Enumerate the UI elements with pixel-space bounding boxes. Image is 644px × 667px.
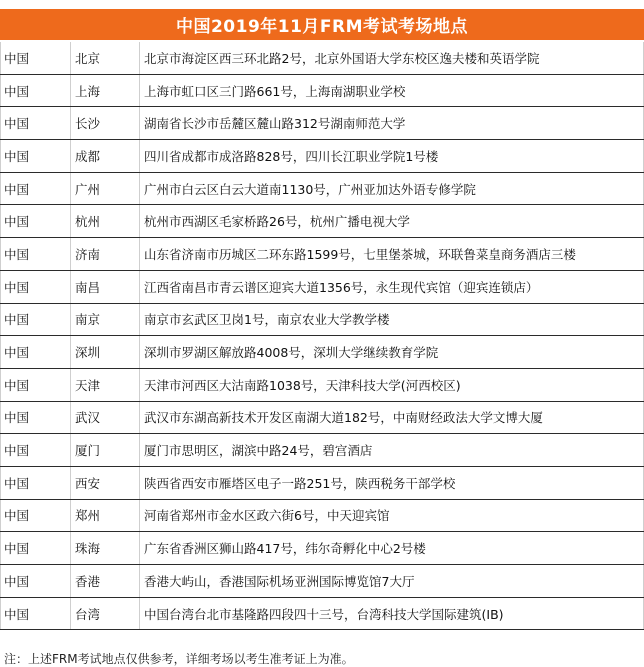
table-row (1, 42, 644, 74)
country-cell: 中国 (1, 565, 71, 598)
city-cell: 台湾 (71, 597, 140, 630)
address-cell: 南京市玄武区卫岗1号，南京农业大学教学楼 (140, 303, 644, 336)
table-row (1, 597, 644, 630)
country-cell: 中国 (1, 336, 71, 369)
table-row (1, 499, 644, 532)
table-row (1, 466, 644, 499)
country-cell: 中国 (1, 172, 71, 205)
country-cell: 中国 (1, 532, 71, 565)
footnote: 注：上述FRM考试地点仅供参考，详细考场以考生准考证上为准。 (4, 652, 354, 666)
address-cell: 厦门市思明区，湖滨中路24号，碧宫酒店 (140, 434, 644, 467)
table-title: 中国2019年11月FRM考试考场地点 (0, 9, 644, 40)
city-cell: 西安 (71, 466, 140, 499)
city-cell: 南京 (71, 303, 140, 336)
address-cell: 杭州市西湖区毛家桥路26号，杭州广播电视大学 (140, 205, 644, 238)
country-cell: 中国 (1, 42, 71, 74)
city-cell: 广州 (71, 172, 140, 205)
address-cell: 湖南省长沙市岳麓区麓山路312号湖南师范大学 (140, 107, 644, 140)
address-cell: 陕西省西安市雁塔区电子一路251号，陕西税务干部学校 (140, 466, 644, 499)
city-cell: 济南 (71, 238, 140, 271)
country-cell: 中国 (1, 303, 71, 336)
country-cell: 中国 (1, 597, 71, 630)
city-cell: 郑州 (71, 499, 140, 532)
city-cell: 上海 (71, 74, 140, 107)
city-cell: 珠海 (71, 532, 140, 565)
country-cell: 中国 (1, 140, 71, 173)
table-row (1, 205, 644, 238)
table-row (1, 401, 644, 434)
city-cell: 武汉 (71, 401, 140, 434)
address-cell: 深圳市罗湖区解放路4008号，深圳大学继续教育学院 (140, 336, 644, 369)
country-cell: 中国 (1, 401, 71, 434)
table-row (1, 434, 644, 467)
table-row (1, 74, 644, 107)
country-cell: 中国 (1, 74, 71, 107)
address-cell: 山东省济南市历城区二环东路1599号，七里堡茶城，环联鲁菜皇商务酒店三楼 (140, 238, 644, 271)
table-row (1, 336, 644, 369)
address-cell: 中国台湾台北市基隆路四段四十三号，台湾科技大学国际建筑(IB) (140, 597, 644, 630)
city-cell: 成都 (71, 140, 140, 173)
address-cell: 北京市海淀区西三环北路2号，北京外国语大学东校区逸夫楼和英语学院 (140, 42, 644, 74)
address-cell: 四川省成都市成洛路828号，四川长江职业学院1号楼 (140, 140, 644, 173)
address-cell: 武汉市东湖高新技术开发区南湖大道182号，中南财经政法大学文博大厦 (140, 401, 644, 434)
table-row (1, 107, 644, 140)
city-cell: 北京 (71, 42, 140, 74)
table-row (1, 303, 644, 336)
country-cell: 中国 (1, 499, 71, 532)
address-cell: 江西省南昌市青云谱区迎宾大道1356号，永生现代宾馆（迎宾连锁店） (140, 270, 644, 303)
city-cell: 长沙 (71, 107, 140, 140)
table-row (1, 140, 644, 173)
city-cell: 杭州 (71, 205, 140, 238)
table-row (1, 270, 644, 303)
table-row (1, 172, 644, 205)
country-cell: 中国 (1, 270, 71, 303)
country-cell: 中国 (1, 368, 71, 401)
country-cell: 中国 (1, 205, 71, 238)
city-cell: 香港 (71, 565, 140, 598)
address-cell: 河南省郑州市金水区政六街6号，中天迎宾馆 (140, 499, 644, 532)
locations-table (0, 42, 644, 630)
table-row (1, 532, 644, 565)
city-cell: 厦门 (71, 434, 140, 467)
country-cell: 中国 (1, 107, 71, 140)
city-cell: 南昌 (71, 270, 140, 303)
city-cell: 深圳 (71, 336, 140, 369)
table-row (1, 368, 644, 401)
address-cell: 广州市白云区白云大道南1130号，广州亚加达外语专修学院 (140, 172, 644, 205)
address-cell: 广东省香洲区狮山路417号，纬尔奇孵化中心2号楼 (140, 532, 644, 565)
address-cell: 香港大屿山，香港国际机场亚洲国际博览馆7大厅 (140, 565, 644, 598)
address-cell: 天津市河西区大沽南路1038号，天津科技大学(河西校区) (140, 368, 644, 401)
country-cell: 中国 (1, 466, 71, 499)
address-cell: 上海市虹口区三门路661号，上海南湖职业学校 (140, 74, 644, 107)
table-row (1, 238, 644, 271)
city-cell: 天津 (71, 368, 140, 401)
country-cell: 中国 (1, 238, 71, 271)
country-cell: 中国 (1, 434, 71, 467)
table-row (1, 565, 644, 598)
